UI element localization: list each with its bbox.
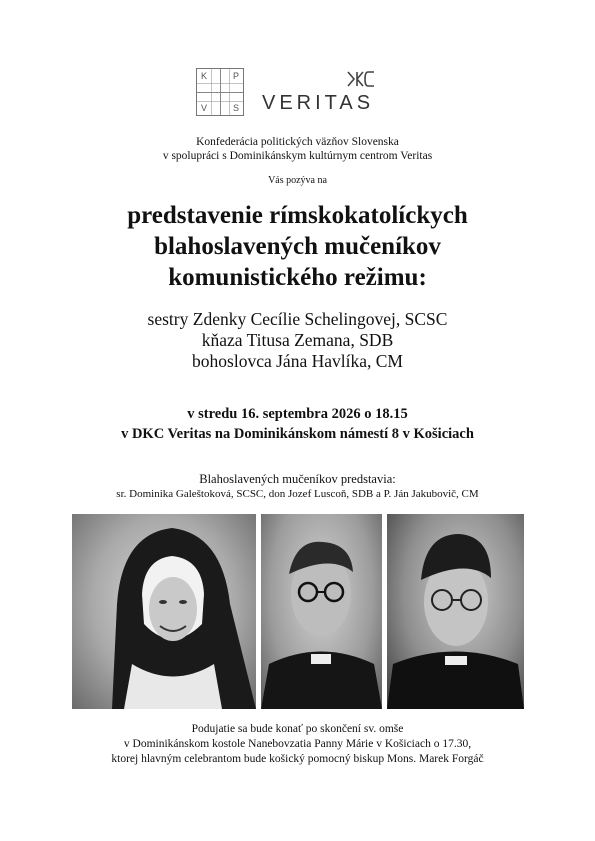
event-title [0, 200, 595, 293]
organizer-line: v spolupráci s Dominikánskym kultúrnym centrom Veritas [162, 150, 433, 162]
martyr-name: sestry Zdenky Cecílie Schelingovej, SCSC [147, 309, 448, 329]
kpvs-logo-hline [197, 83, 243, 84]
portrait-photo [261, 514, 382, 709]
event-details [0, 404, 595, 444]
martyr-name: bohoslovca Jána Havlíka, CM [192, 351, 403, 371]
event-venue: v DKC Veritas na Dominikánskom námestí 8 v Košiciach [121, 426, 474, 442]
kpvs-letter-v: V [200, 103, 207, 113]
presenters-label: Blahoslavených mučeníkov predstavia: [199, 472, 396, 486]
kpvs-letter-k: K [200, 71, 207, 81]
organizer-line: Konfederácia politických väzňov Slovenska [196, 136, 399, 148]
footer-note [0, 722, 595, 767]
title-line: predstavenie rímskokatolíckych [127, 202, 468, 229]
veritas-logo [262, 68, 402, 116]
seminarian-portrait-image [387, 514, 524, 709]
presenters-names: sr. Dominika Galeštoková, SCSC, don Jozef Luscoň, SDB a P. Ján Jakubovič, CM [116, 488, 479, 500]
veritas-wordmark: VERITAS [262, 92, 375, 114]
logo-row [0, 68, 595, 118]
priest-portrait-image [261, 514, 382, 709]
footer-line: ktorej hlavným celebrantom bude košický pomocný biskup Mons. Marek Forgáč [111, 753, 484, 765]
kpvs-logo-vline [220, 69, 221, 115]
kpvs-letter-p: P [232, 71, 239, 81]
event-date: v stredu 16. septembra 2026 o 18.15 [187, 406, 408, 422]
martyr-name: kňaza Titusa Zemana, SDB [201, 330, 394, 350]
martyrs-list [0, 309, 595, 372]
footer-line: Podujatie sa bude konať po skončení sv. omše [191, 723, 404, 735]
nun-portrait-image [72, 514, 256, 709]
kpvs-logo [196, 68, 244, 116]
title-line: blahoslavených mučeníkov [154, 233, 441, 260]
portrait-photo [387, 514, 524, 709]
footer-line: v Dominikánskom kostole Nanebovzatia Panny Márie v Košiciach o 17.30, [123, 738, 472, 750]
title-line: komunistického režimu: [168, 264, 427, 291]
organizer-block [0, 135, 595, 163]
kpvs-logo-vline [211, 69, 212, 115]
kpvs-letter-s: S [232, 103, 239, 113]
dkc-mark-icon [346, 70, 376, 88]
portrait-photo [72, 514, 256, 709]
photo-row [72, 514, 524, 709]
invite-text: Vás pozýva na [268, 175, 327, 186]
